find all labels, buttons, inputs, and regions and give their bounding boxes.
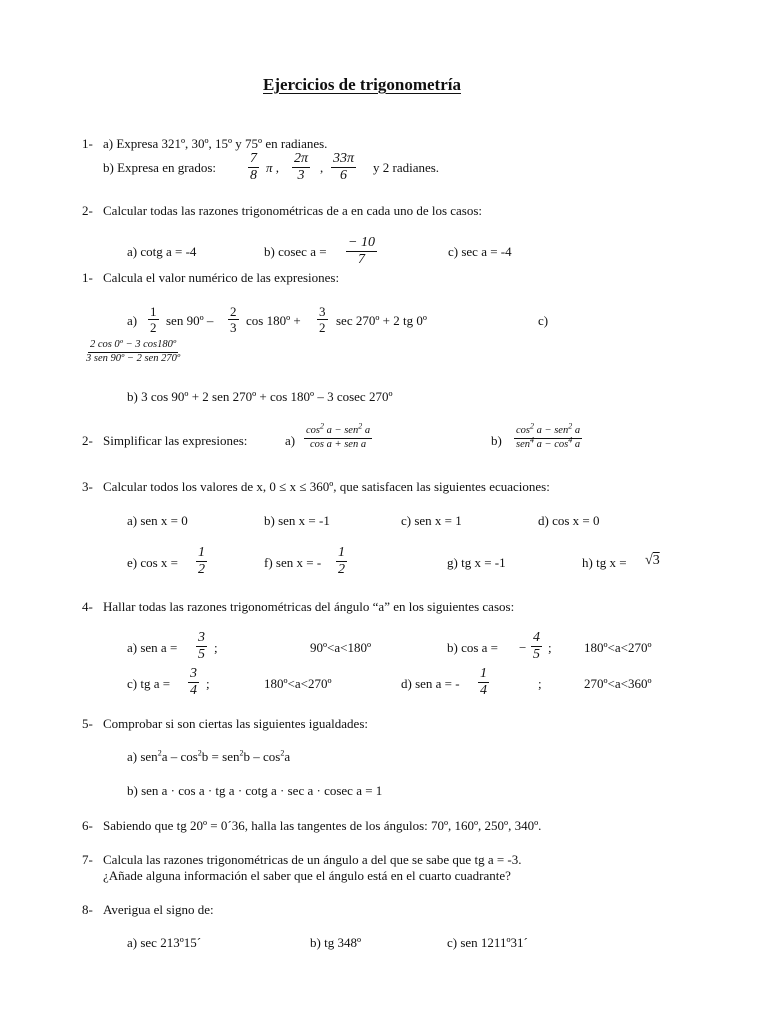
fraction-denominator: 8 [250, 168, 257, 183]
exercise-10-text: Averigua el signo de: [103, 902, 214, 917]
exercise-number: 8- [82, 902, 93, 917]
fraction-numerator: 1 [198, 545, 205, 560]
exercise-4-text: Simplificar las expresiones: [103, 433, 248, 448]
fraction-denominator: 7 [357, 252, 365, 267]
expression-term: cos 180º + [246, 313, 301, 328]
fraction-numerator: 4 [533, 630, 540, 645]
fraction-denominator: 5 [198, 647, 205, 662]
semicolon: ; [214, 640, 218, 655]
fraction-numerator: 3 [319, 304, 326, 319]
exercise-3a-label: a) [127, 313, 138, 328]
exercise-2-text: Calcular todas las razones trigonométricas de a en cada uno de los casos: [103, 203, 483, 218]
expression-term: sen 90º – [166, 313, 214, 328]
exercise-10c: c) sen 1211º31´ [447, 935, 528, 950]
exercise-number: 1- [82, 136, 93, 151]
fraction-numerator: $\cos^2 a - sen^2$ a [514, 426, 582, 439]
exercise-3-text: Calcula el valor numérico de las expresiones: [103, 270, 340, 285]
fraction-4-5 [531, 631, 542, 662]
fraction-numerator: 1 [480, 666, 487, 681]
fraction-numerator: 33π [333, 151, 355, 166]
exercise-5-text: Calcular todos los valores de x, 0 ≤ x ≤ 360º, que satisfacen las siguientes ecuaciones: [103, 479, 550, 494]
fraction-denominator: 6 [340, 168, 347, 183]
exercise-8-text: Sabiendo que tg 20º = 0´36, halla las tangentes de los ángulos: 70º, 160º, 250º, 340º. [103, 818, 542, 833]
fraction-simplify-a [304, 421, 372, 450]
exercise-3c-label: c) [538, 313, 549, 328]
exercise-7-text: Comprobar si son ciertas las siguientes igualdades: [103, 716, 369, 731]
fraction-denominator: 3 [230, 320, 237, 335]
exercise-5b: b) sen x = -1 [264, 513, 330, 528]
angle-range: 180º<a<270º [584, 640, 652, 655]
exercise-6a-prefix: a) sen a = [127, 640, 178, 655]
exercise-4b-label: b) [491, 433, 502, 448]
fraction-denominator: 2 [150, 320, 157, 335]
exercise-10b: b) tg 348º [310, 935, 361, 950]
fraction-33pi-6 [331, 152, 356, 183]
exercise-1b-prefix: b) Expresa en grados: [103, 160, 216, 175]
exercise-9-text-line2: ¿Añade alguna información el saber que el ángulo está en el cuarto cuadrante? [103, 868, 511, 883]
fraction-numerator: 2 [230, 304, 237, 319]
exercise-5g: g) tg x = -1 [447, 555, 506, 570]
fraction-denominator: cos a + sen a [310, 438, 367, 450]
exercise-number: 6- [82, 818, 93, 833]
fraction-denominator: 5 [533, 647, 540, 662]
fraction-denominator: 4 [190, 683, 197, 698]
fraction-1-4 [478, 667, 489, 698]
exercise-9-text: Calcula las razones trigonométricas de un ángulo a del que se sabe que tg a = -3. [103, 852, 522, 867]
fraction-denominator: 3 [297, 168, 305, 183]
square-root: √3 [645, 553, 660, 568]
fraction-7-8 [248, 152, 259, 183]
fraction-1-2 [196, 546, 207, 577]
angle-range: 90º<a<180º [310, 640, 371, 655]
exercise-number: 4- [82, 599, 93, 614]
fraction-denominator: 3 sen 90º − 2 sen 270º [86, 352, 181, 364]
exercise-2b-prefix: b) cosec a = [264, 244, 327, 259]
fraction-3-5 [196, 631, 207, 662]
fraction-numerator: 2π [294, 151, 309, 166]
exercise-number: 7- [82, 852, 93, 867]
fraction-simplify-b [514, 421, 582, 450]
exercise-5e-prefix: e) cos x = [127, 555, 179, 570]
fraction-2pi-3 [292, 152, 310, 183]
fraction-1-2 [336, 546, 347, 577]
exercise-4a-label: a) [285, 433, 296, 448]
exercise-2c: c) sec a = -4 [448, 244, 512, 259]
semicolon: ; [538, 676, 542, 691]
fraction-numerator: 3 [190, 666, 197, 681]
exercise-6c-prefix: c) tg a = [127, 676, 171, 691]
fraction-expression-c [84, 340, 182, 364]
identity-b: b) sen a · cos a · tg a · cotg a · sec a · cosec a = 1 [127, 783, 383, 798]
exercise-5f-prefix: f) sen x = - [264, 555, 322, 570]
exercise-3b: b) 3 cos 90º + 2 sen 270º + cos 180º – 3 cosec 270º [127, 389, 393, 404]
exercise-2a: a) cotg a = -4 [127, 244, 197, 259]
fraction-3-4 [188, 667, 199, 698]
fraction-denominator: 2 [338, 562, 345, 577]
fraction-minus10-7 [346, 236, 377, 267]
fraction-numerator: 7 [250, 151, 257, 166]
fraction-3-2 [317, 305, 328, 334]
fraction-numerator: 3 [198, 630, 205, 645]
exercise-number: 1- [82, 270, 93, 285]
angle-range: 270º<a<360º [584, 676, 652, 691]
fraction-denominator: 2 [319, 320, 326, 335]
fraction-denominator: sen$^4$ $a - \cos^4 a$ [516, 435, 581, 450]
fraction-1-2 [148, 305, 159, 334]
expression-term: sec 270º + 2 tg 0º [336, 313, 427, 328]
minus-sign: − [519, 640, 527, 655]
fraction-numerator: 2 cos 0º − 3 cos180º [88, 340, 178, 353]
exercise-number: 2- [82, 433, 93, 448]
fraction-numerator: 1 [338, 545, 345, 560]
pi-suffix: π , [266, 160, 280, 175]
exercise-6d-prefix: d) sen a = - [401, 676, 460, 691]
exercise-10a: a) sec 213º15´ [127, 935, 202, 950]
semicolon: ; [548, 640, 552, 655]
fraction-numerator: $\cos^2 a - sen^2$ a [304, 426, 372, 439]
fraction-denominator: 2 [198, 562, 205, 577]
comma-separator: , [320, 160, 324, 175]
exercise-6-text: Hallar todas las razones trigonométricas del ángulo “a” en los siguientes casos: [103, 599, 515, 614]
exercise-5h-prefix: h) tg x = [582, 555, 627, 570]
exercise-5d: d) cos x = 0 [538, 513, 600, 528]
exercise-5c: c) sen x = 1 [401, 513, 462, 528]
exercise-6b-prefix: b) cos a = [447, 640, 499, 655]
fraction-denominator: 4 [480, 683, 487, 698]
exercise-1a-text: a) Expresa 321º, 30º, 15º y 75º en radianes. [103, 136, 328, 151]
page-title: Ejercicios de trigonometría [263, 75, 461, 94]
angle-range: 180º<a<270º [264, 676, 332, 691]
fraction-numerator: − 10 [348, 235, 375, 250]
fraction-numerator: 1 [150, 304, 157, 319]
exercise-5a: a) sen x = 0 [127, 513, 188, 528]
exercise-number: 2- [82, 203, 93, 218]
exercise-number: 5- [82, 716, 93, 731]
identity-a: a) $sen^2a - \cos^2b = sen^2b - \cos^2a$ [127, 748, 291, 764]
exercise-1b-suffix: y 2 radianes. [373, 160, 440, 175]
semicolon: ; [206, 676, 210, 691]
fraction-2-3 [228, 305, 239, 334]
exercise-number: 3- [82, 479, 93, 494]
